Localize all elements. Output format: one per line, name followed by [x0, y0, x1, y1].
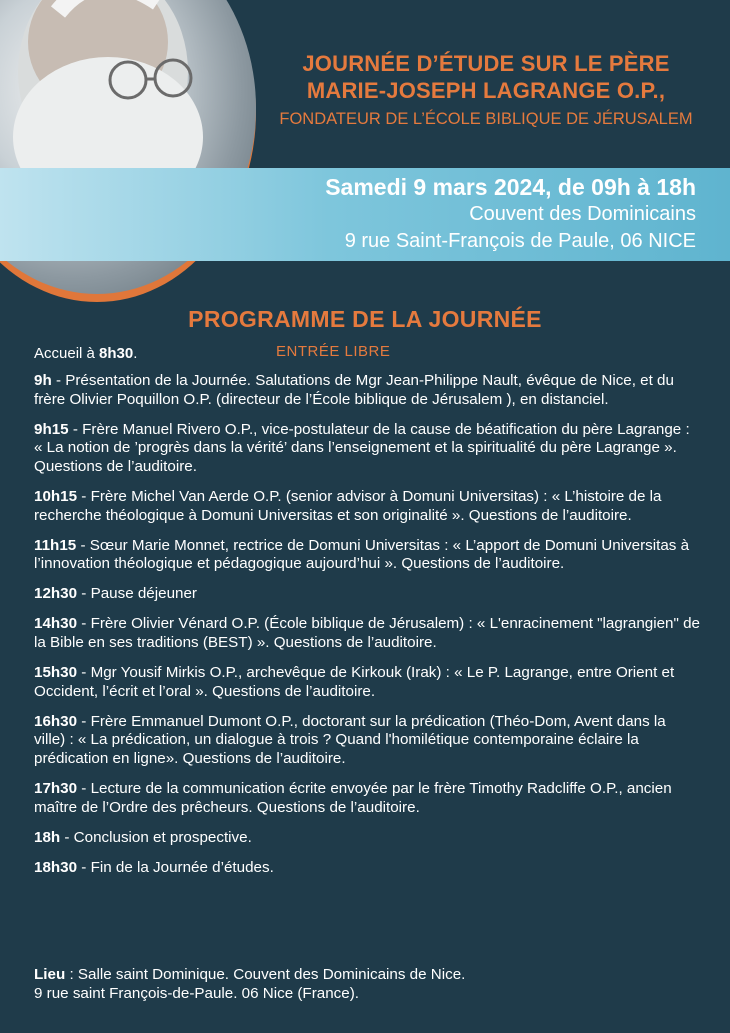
item-text: - Lecture de la communication écrite envoyée par le frère Timothy Radcliffe O.P., ancien maître de l’Ordre des prêcheurs. Questions de l’auditoire. — [34, 780, 672, 816]
item-text: - Frère Olivier Vénard O.P. (École biblique de Jérusalem) : « L'enracinement "lagrangien" de la Bible en ses traditions (BEST) ». Questions de l’auditoire. — [34, 615, 700, 652]
programme-item — [34, 829, 700, 848]
programme-title: PROGRAMME DE LA JOURNÉE — [188, 306, 542, 332]
venue-info — [34, 966, 714, 1003]
programme-item — [34, 615, 700, 652]
item-time: 18h — [34, 828, 61, 846]
programme-item — [34, 372, 700, 409]
programme-item — [34, 713, 700, 769]
item-text: - Conclusion et prospective. — [60, 828, 252, 846]
accueil-line — [34, 345, 137, 362]
item-text: - Pause déjeuner — [77, 585, 197, 603]
programme-item — [34, 859, 700, 878]
title-line-1: JOURNÉE D’ÉTUDE SUR LE PÈRE — [302, 51, 670, 76]
programme-item — [34, 537, 700, 574]
item-time: 15h30 — [34, 664, 78, 682]
item-text: - Présentation de la Journée. Salutations de Mgr Jean-Philippe Nault, évêque de Nice, et du frère Olivier Poquillon O.P. (directeur de l’École biblique de Jérusalem ), en distanciel. — [34, 372, 674, 408]
venue-line-2: 9 rue saint François-de-Paule. 06 Nice (France). — [34, 984, 359, 1002]
item-time: 16h30 — [34, 712, 78, 730]
event-title — [256, 50, 716, 129]
venue-line-1: : Salle saint Dominique. Couvent des Dominicains de Nice. — [65, 966, 466, 983]
item-time: 10h15 — [34, 487, 78, 505]
item-time: 9h15 — [34, 420, 69, 438]
item-text: - Frère Michel Van Aerde O.P. (senior advisor à Domuni Universitas) : « L’histoire de la recherche théologique à Domuni Universitas et son originalité ». Questions de l’auditoire. — [34, 487, 662, 524]
item-text: - Fin de la Journée d’études. — [77, 858, 274, 876]
event-address: 9 rue Saint-François de Paule, 06 NICE — [344, 230, 696, 252]
event-date: Samedi 9 mars 2024, de 09h à 18h — [325, 174, 696, 200]
entree-libre: ENTRÉE LIBRE — [276, 343, 391, 360]
programme-item — [34, 585, 700, 604]
programme-item — [34, 664, 700, 701]
item-time: 14h30 — [34, 615, 78, 633]
programme-item — [34, 488, 700, 525]
accueil-end: . — [133, 345, 138, 362]
item-time: 11h15 — [34, 536, 77, 554]
date-band-text — [325, 173, 696, 255]
item-text: - Frère Manuel Rivero O.P., vice-postulateur de la cause de béatification du père Lagrange : « La notion de ’progrès dans la vérité’ dans l’enseignement et la spiritualité du père Lagrange ». Questions de l’auditoire. — [34, 420, 690, 475]
accueil-time: 8h30 — [99, 345, 134, 362]
programme-list — [34, 372, 700, 889]
item-time: 9h — [34, 372, 52, 389]
item-text: - Mgr Yousif Mirkis O.P., archevêque de Kirkouk (Irak) : « Le P. Lagrange, entre Orient et Occident, l’écrit et l’oral ». Questions de l’auditoire. — [34, 664, 675, 700]
event-place: Couvent des Dominicains — [469, 203, 696, 225]
venue-label: Lieu — [34, 966, 66, 983]
item-text: - Frère Emmanuel Dumont O.P., doctorant sur la prédication (Théo-Dom, Avent dans la ville) : « La prédication, un dialogue à trois ? Quand l'homilétique contemporaine éclaire la prédication en ligne». Questions de l’auditoire. — [34, 712, 666, 767]
programme-item — [34, 780, 700, 817]
accueil-label: Accueil à — [34, 345, 100, 362]
item-time: 18h30 — [34, 858, 78, 876]
title-line-2: MARIE-JOSEPH LAGRANGE O.P., — [306, 78, 666, 103]
subtitle: FONDATEUR DE L’ÉCOLE BIBLIQUE DE JÉRUSALEM — [279, 110, 693, 128]
item-time: 17h30 — [34, 780, 78, 798]
item-time: 12h30 — [34, 585, 78, 603]
programme-item — [34, 421, 700, 477]
item-text: - Sœur Marie Monnet, rectrice de Domuni Universitas : « L’apport de Domuni Universitas à l’innovation théologique et pédagogique aujourd’hui ». Questions de l’auditoire. — [34, 536, 690, 573]
